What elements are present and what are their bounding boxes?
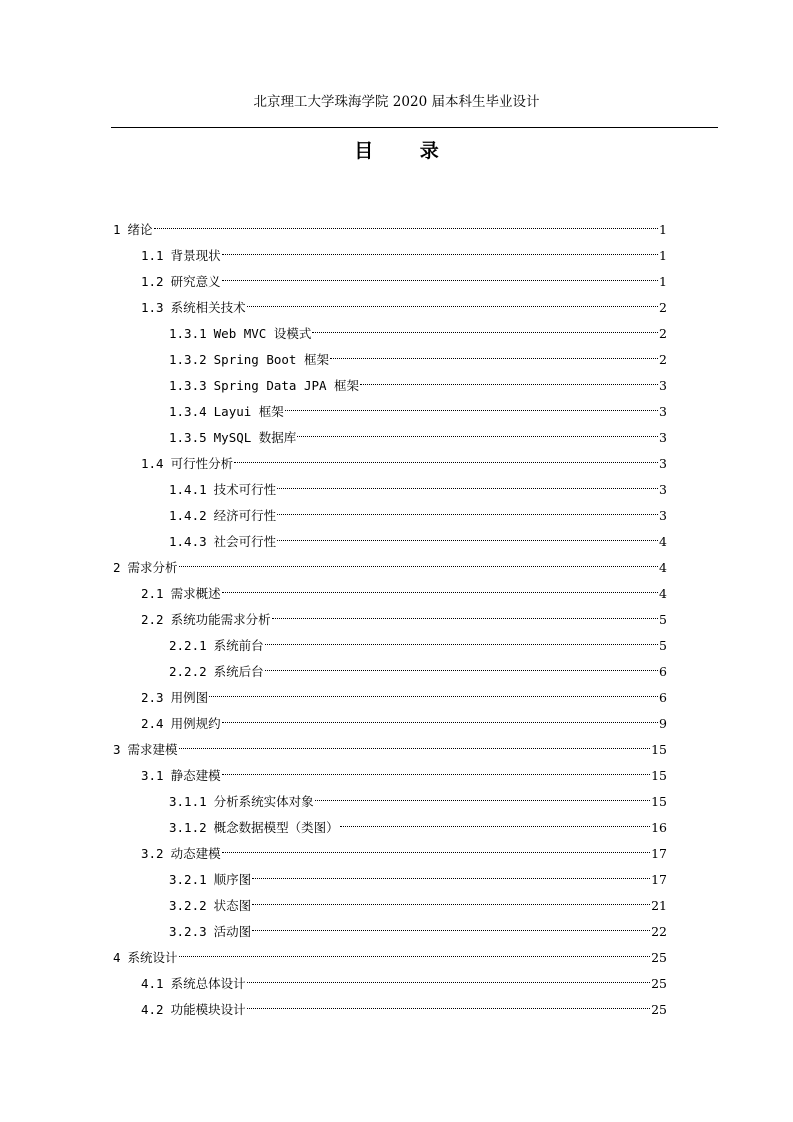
toc-entry[interactable] [141, 994, 667, 1017]
toc-entry-number: 2.3 [141, 690, 164, 705]
dot-leader [222, 578, 658, 598]
toc-entry[interactable] [141, 448, 667, 471]
toc-heading: 目 录 [354, 140, 459, 162]
toc-entry-page: 21 [651, 898, 667, 913]
dot-leader [179, 734, 651, 754]
toc-entry-page: 9 [659, 716, 667, 731]
toc-entry-page: 1 [659, 248, 667, 263]
toc-entry-title: 系统总体设计 [170, 976, 246, 991]
toc-entry-page: 17 [651, 846, 667, 861]
toc-entry-title: 用例规约 [170, 716, 221, 731]
toc-entry[interactable] [169, 864, 667, 887]
toc-entry-number: 1.2 [141, 274, 164, 289]
toc-entry-page: 3 [659, 430, 667, 445]
dot-leader [330, 344, 658, 364]
toc-entry[interactable] [169, 318, 667, 341]
toc-entry-number: 3 [113, 742, 121, 757]
dot-leader [315, 786, 650, 806]
toc-entry-page: 4 [659, 586, 667, 601]
dot-leader [277, 526, 658, 546]
toc-entry-title: 需求建模 [127, 742, 178, 757]
toc-entry[interactable] [113, 942, 667, 965]
toc-entry-title: 静态建模 [170, 768, 221, 783]
toc-entry-number: 4.2 [141, 1002, 164, 1017]
toc-entry-title: Spring Data JPA 框架 [213, 378, 360, 393]
dot-leader [277, 474, 658, 494]
toc-entry-page: 6 [659, 664, 667, 679]
toc-entry-page: 1 [659, 274, 667, 289]
toc-entry[interactable] [169, 474, 667, 497]
toc-entry[interactable] [141, 240, 667, 263]
header-divider [111, 127, 718, 128]
toc-entry-title: 系统前台 [213, 638, 264, 653]
toc-entry[interactable] [169, 916, 667, 939]
toc-entry-title: 概念数据模型（类图） [213, 820, 339, 835]
toc-entry-title: 系统设计 [127, 950, 178, 965]
toc-entry-number: 1.3.1 [169, 326, 207, 341]
toc-entry-page: 4 [659, 534, 667, 549]
toc-entry[interactable] [169, 344, 667, 367]
toc-entry-title: 动态建模 [170, 846, 221, 861]
toc-entry-page: 2 [659, 326, 667, 341]
toc-entry-page: 15 [651, 768, 667, 783]
toc-entry-title: 系统功能需求分析 [170, 612, 271, 627]
toc-entry[interactable] [141, 838, 667, 861]
toc-entry-number: 4 [113, 950, 121, 965]
toc-entry[interactable] [141, 968, 667, 991]
toc-entry-number: 3.1.1 [169, 794, 207, 809]
toc-entry-title: 背景现状 [170, 248, 221, 263]
toc-entry-page: 25 [651, 1002, 667, 1017]
toc-entry-page: 3 [659, 508, 667, 523]
toc-entry-number: 3.2.2 [169, 898, 207, 913]
toc-entry-number: 3.1.2 [169, 820, 207, 835]
dot-leader [179, 942, 651, 962]
dot-leader [297, 422, 658, 442]
toc-entry-page: 5 [659, 638, 667, 653]
toc-entry-number: 1 [113, 222, 121, 237]
toc-entry-number: 1.4.2 [169, 508, 207, 523]
toc-entry[interactable] [141, 708, 667, 731]
toc-entry-number: 1.3.4 [169, 404, 207, 419]
toc-entry-title: Spring Boot 框架 [213, 352, 329, 367]
toc-entry-number: 1.3.5 [169, 430, 207, 445]
toc-entry-title: Layui 框架 [213, 404, 284, 419]
dot-leader [252, 916, 650, 936]
dot-leader [265, 630, 658, 650]
toc-entry-title: 需求分析 [127, 560, 178, 575]
toc-entry-title: 用例图 [170, 690, 209, 705]
toc-entry-number: 2.2 [141, 612, 164, 627]
toc-entry-page: 3 [659, 456, 667, 471]
running-header: 北京理工大学珠海学院 2020 届本科生毕业设计 [253, 94, 540, 110]
toc-entry[interactable] [113, 734, 667, 757]
toc-entry[interactable] [141, 292, 667, 315]
toc-entry-page: 3 [659, 378, 667, 393]
toc-entry-page: 17 [651, 872, 667, 887]
toc-entry[interactable] [169, 500, 667, 523]
toc-entry-number: 3.1 [141, 768, 164, 783]
toc-entry-number: 2.2.1 [169, 638, 207, 653]
dot-leader [222, 266, 658, 286]
dot-leader [247, 994, 651, 1014]
dot-leader [265, 656, 658, 676]
toc-entry-title: 活动图 [213, 924, 252, 939]
toc-entry-number: 1.4.1 [169, 482, 207, 497]
dot-leader [179, 552, 659, 572]
dot-leader [252, 890, 650, 910]
toc-entry-title: 状态图 [213, 898, 252, 913]
toc-entry[interactable] [169, 890, 667, 913]
dot-leader [247, 968, 651, 988]
toc-entry-number: 2 [113, 560, 121, 575]
toc-entry[interactable] [169, 370, 667, 393]
toc-entry-page: 22 [651, 924, 667, 939]
toc-entry[interactable] [169, 422, 667, 445]
toc-entry-title: 社会可行性 [213, 534, 277, 549]
toc-entry-number: 3.2.1 [169, 872, 207, 887]
toc-entry-title: 顺序图 [213, 872, 252, 887]
toc-entry-number: 1.3.2 [169, 352, 207, 367]
dot-leader [285, 396, 658, 416]
toc-entry-title: MySQL 数据库 [213, 430, 297, 445]
toc-entry-title: 需求概述 [170, 586, 221, 601]
toc-entry-title: 研究意义 [170, 274, 221, 289]
toc-entry-number: 3.2.3 [169, 924, 207, 939]
dot-leader [252, 864, 650, 884]
toc-entry-page: 2 [659, 352, 667, 367]
dot-leader [272, 604, 658, 624]
toc-entry[interactable] [169, 526, 667, 549]
toc-entry-page: 3 [659, 482, 667, 497]
dot-leader [222, 838, 651, 858]
toc-entry[interactable] [141, 682, 667, 705]
toc-entry-title: 绪论 [127, 222, 153, 237]
dot-leader [154, 214, 659, 234]
toc-entry-page: 4 [659, 560, 667, 575]
toc-entry-number: 1.1 [141, 248, 164, 263]
toc-entry-page: 16 [651, 820, 667, 835]
toc-entry-number: 2.2.2 [169, 664, 207, 679]
dot-leader [234, 448, 658, 468]
toc-entry-number: 1.4 [141, 456, 164, 471]
toc-entry[interactable] [169, 656, 667, 679]
dot-leader [209, 682, 658, 702]
toc-entry[interactable] [141, 266, 667, 289]
toc-entry-page: 1 [659, 222, 667, 237]
dot-leader [222, 240, 658, 260]
dot-leader [222, 760, 651, 780]
dot-leader [312, 318, 658, 338]
toc-entry-title: 功能模块设计 [170, 1002, 246, 1017]
toc-entry-page: 25 [651, 976, 667, 991]
toc-entry-page: 15 [651, 742, 667, 757]
toc-entry-page: 3 [659, 404, 667, 419]
toc-entry[interactable] [169, 786, 667, 809]
dot-leader [360, 370, 658, 390]
toc-entry-page: 6 [659, 690, 667, 705]
toc-entry[interactable] [113, 214, 667, 237]
toc-entry-title: 分析系统实体对象 [213, 794, 314, 809]
toc-entry[interactable] [169, 812, 667, 835]
toc-entry-number: 2.4 [141, 716, 164, 731]
dot-leader [247, 292, 658, 312]
toc-entry-page: 15 [651, 794, 667, 809]
dot-leader [222, 708, 658, 728]
dot-leader [340, 812, 650, 832]
dot-leader [277, 500, 658, 520]
toc-entry-number: 1.3 [141, 300, 164, 315]
toc-entry-title: 经济可行性 [213, 508, 277, 523]
toc-entry-title: 系统后台 [213, 664, 264, 679]
toc-entry-title: 可行性分析 [170, 456, 234, 471]
toc-entry-page: 2 [659, 300, 667, 315]
toc-entry[interactable] [141, 760, 667, 783]
toc-entry-number: 4.1 [141, 976, 164, 991]
toc-entry-number: 1.4.3 [169, 534, 207, 549]
toc-entry-number: 3.2 [141, 846, 164, 861]
toc-entry-page: 25 [651, 950, 667, 965]
toc-entry-page: 5 [659, 612, 667, 627]
toc-entry[interactable] [113, 552, 667, 575]
toc-entry-title: 技术可行性 [213, 482, 277, 497]
toc-entry[interactable] [169, 396, 667, 419]
toc-entry[interactable] [141, 604, 667, 627]
toc-entry-number: 2.1 [141, 586, 164, 601]
toc-entry-title: 系统相关技术 [170, 300, 246, 315]
toc-entry[interactable] [141, 578, 667, 601]
toc-entry[interactable] [169, 630, 667, 653]
toc-entry-title: Web MVC 设模式 [213, 326, 312, 341]
toc-entry-number: 1.3.3 [169, 378, 207, 393]
